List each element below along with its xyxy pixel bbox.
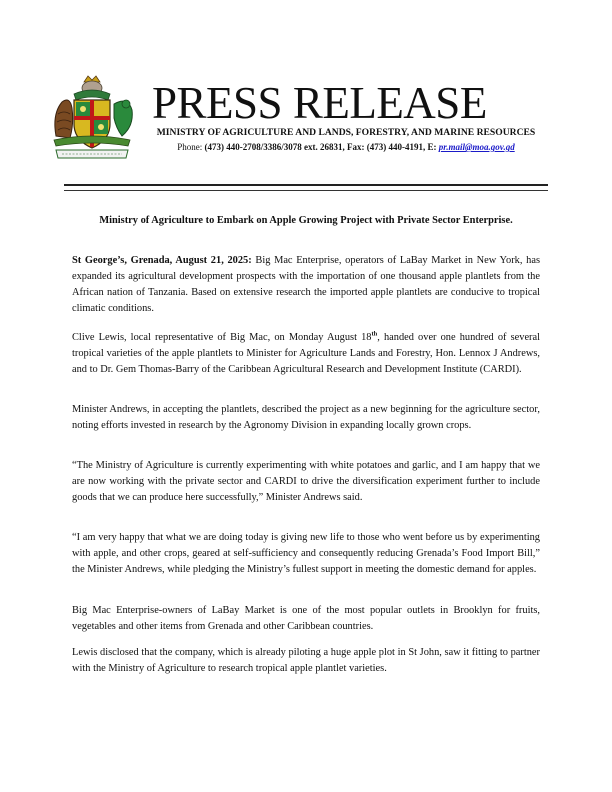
paragraph-2-text-a: Clive Lewis, local representative of Big Mac, on Monday August 18 — [72, 332, 372, 343]
paragraph-6: Big Mac Enterprise-owners of LaBay Market is one of the most popular outlets in Brooklyn for fruits, vegetables and other items from Grenada and other Caribbean countries. — [72, 605, 540, 632]
paragraph-7: Lewis disclosed that the company, which is already piloting a huge apple plot in St John, saw it fitting to partner with the Ministry of Agriculture to research tropical apple plantlet varieties. — [72, 647, 540, 674]
masthead — [148, 80, 544, 153]
ordinal-suffix: th — [371, 330, 378, 338]
paragraph-dateline — [72, 253, 540, 317]
contact-prefix: Phone: — [177, 142, 205, 152]
paragraph-1-text: Big Mac Enterprise, operators of LaBay Market in New York, has expanded its agricultural development prospects with the importation of one thousand apple plantlets from the African nation of Tanzania. Based on extensive research the imported apple plantlets are conducive to tropical climatic conditions. — [72, 255, 540, 314]
header-divider-thin — [64, 190, 548, 191]
paragraph-2 — [72, 330, 540, 378]
paragraph-2-text-b: , handed over one hundred of several tropical varieties of the apple plantlets to Minister for Agriculture Lands and Forestry, Hon. Lennox J Andrews, and to Dr. Gem Thomas-Barry of the Caribbean Agricultural Research and Development Institute (CARDI). — [72, 332, 541, 375]
header-divider-thick — [64, 184, 548, 186]
ministry-name: MINISTRY OF AGRICULTURE AND LANDS, FORESTRY, AND MARINE RESOURCES — [156, 127, 536, 138]
press-release-title: PRESS RELEASE — [152, 78, 487, 128]
email-label: E: — [427, 142, 439, 152]
coat-of-arms-icon — [48, 74, 136, 164]
contact-line — [148, 141, 544, 153]
paragraph-5: “I am very happy that what we are doing today is giving new life to those who went before us by experimenting with apple, and other crops, geared at self-sufficiency and consequently reducing Grenada’s Food Import Bill,” the Minister Andrews, while pledging the Ministry’s fullest support in meeting the domestic demand for apples. — [72, 532, 540, 575]
paragraph-3: Minister Andrews, in accepting the plantlets, described the project as a new beginning for the agriculture sector, noting efforts invested in research by the Agronomy Division in expanding locally grown crops. — [72, 404, 540, 431]
contact-numbers: (473) 440-2708/3386/3078 ext. 26831, Fax: (473) 440-4191, — [204, 142, 428, 152]
email-link[interactable]: pr.mail@moa.gov.gd — [438, 142, 515, 152]
paragraph-4: “The Ministry of Agriculture is currently experimenting with white potatoes and garlic, and I am happy that we are now working with the private sector and CARDI to drive the diversification experiment further to include goods that we can produce here successfully,” Minister Andrews said. — [72, 460, 540, 503]
dateline: St George’s, Grenada, August 21, 2025: — [72, 255, 252, 266]
release-headline: Ministry of Agriculture to Embark on Apple Growing Project with Private Sector Enterprise. — [99, 215, 513, 226]
